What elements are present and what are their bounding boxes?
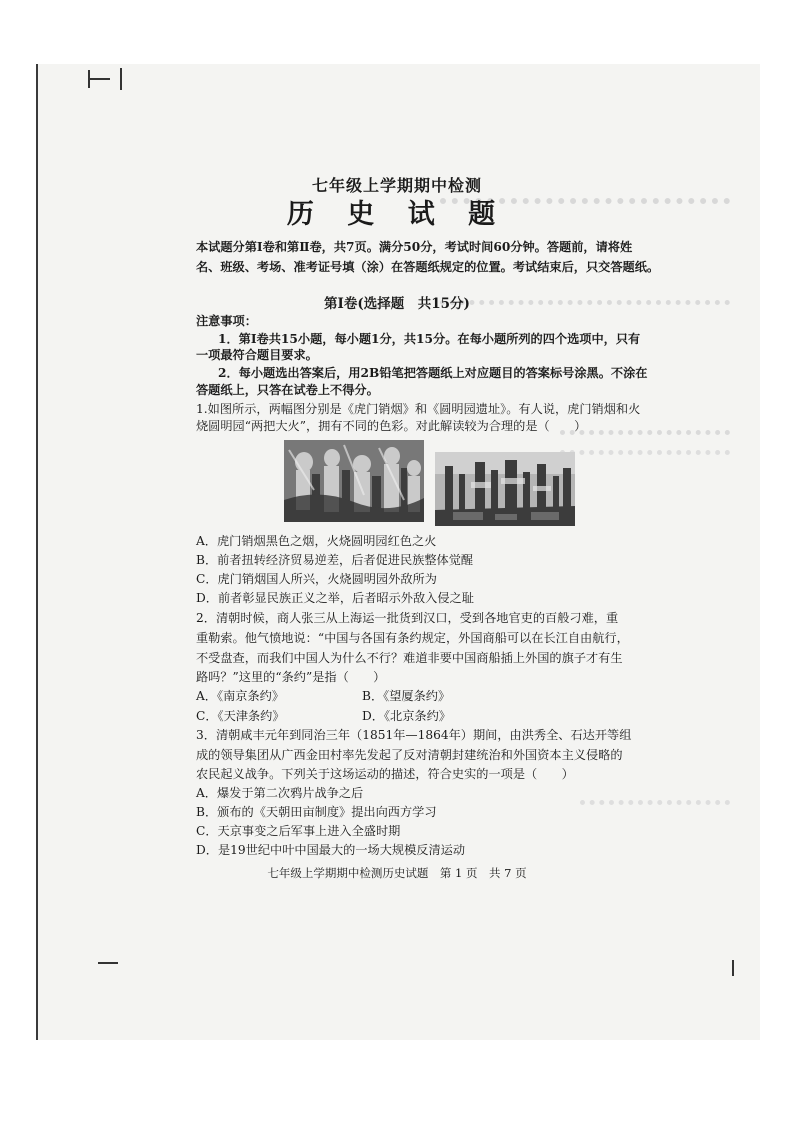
q3-option-b: B．颁布的《天朝田亩制度》提出向西方学习 <box>196 805 437 819</box>
intro-line-1: 本试题分第Ⅰ卷和第Ⅱ卷，共7页。满分50分，考试时间60分钟。答题前，请将姓 <box>196 240 633 254</box>
q1-option-c: C．虎门销烟国人所兴，火烧圆明园外敌所为 <box>196 572 437 586</box>
notes-line: 一项最符合题目要求。 <box>196 348 318 362</box>
notes-line: 1．第Ⅰ卷共15小题，每小题1分，共15分。在每小题所列的四个选项中，只有 <box>218 332 641 346</box>
q2-option-b: B．《望厦条约》 <box>362 689 451 703</box>
notes-line: 答题纸上，只答在试卷上不得分。 <box>196 383 379 397</box>
q1-stem: 烧圆明园“两把大火”，拥有不同的色彩。对此解读较为合理的是（ ） <box>196 419 587 433</box>
q2-stem: 路吗？”这里的“条约”是指（ ） <box>196 670 386 684</box>
q1-option-b: B．前者扭转经济贸易逆差，后者促进民族整体觉醒 <box>196 553 474 567</box>
q2-stem: 重勒索。他气愤地说：“中国与各国有条约规定，外国商船可以在长江自由航行， <box>196 631 629 645</box>
q2-option-d: D．《北京条约》 <box>362 709 451 723</box>
yuanmingyuan-ruins-image <box>435 452 575 526</box>
q2-option-c: C．《天津条约》 <box>196 709 285 723</box>
q3-option-a: A．爆发于第二次鸦片战争之后 <box>196 786 364 800</box>
q1-option-d: D．前者彰显民族正义之举，后者昭示外敌入侵之耻 <box>196 591 474 605</box>
q1-stem: 1.如图所示，两幅图分别是《虎门销烟》和《圆明园遗址》。有人说，虎门销烟和火 <box>196 402 641 416</box>
notes-heading: 注意事项： <box>196 314 257 328</box>
q3-stem: 农民起义战争。下列关于这场运动的描述，符合史实的一项是（ ） <box>196 767 574 781</box>
exam-title: 历 史 试 题 <box>286 199 508 230</box>
q2-stem: 不受盘查，而我们中国人为什么不行？难道非要中国商船插上外国的旗子才有生 <box>196 651 623 665</box>
q3-stem: 成的领导集团从广西金田村率先发起了反对清朝封建统治和外国资本主义侵略的 <box>196 748 623 762</box>
q3-option-c: C．天京事变之后军事上进入全盛时期 <box>196 824 401 838</box>
q3-stem: 3．清朝咸丰元年到同治三年（1851年—1864年）期间，由洪秀全、石达开等组 <box>196 728 632 742</box>
humen-smoke-relief-image <box>284 440 424 522</box>
q3-option-d: D．是19世纪中叶中国最大的一场大规模反清运动 <box>196 843 466 857</box>
intro-line-2: 名、班级、考场、准考证号填（涂）在答题纸规定的位置。考试结束后，只交答题纸。 <box>196 260 660 274</box>
section-title: 第Ⅰ卷(选择题 共15分) <box>324 296 470 312</box>
page-footer: 七年级上学期期中检测历史试题 第 1 页 共 7 页 <box>267 866 527 880</box>
q2-stem: 2．清朝时候，商人张三从上海运一批货到汉口，受到各地官吏的百般刁难，重 <box>196 611 619 625</box>
notes-line: 2．每小题选出答案后，用2B铅笔把答题纸上对应题目的答案标号涂黑。不涂在 <box>218 366 648 380</box>
exam-subtitle: 七年级上学期期中检测 <box>311 176 482 195</box>
q2-option-a: A．《南京条约》 <box>196 689 285 703</box>
q1-option-a: A．虎门销烟黑色之烟，火烧圆明园红色之火 <box>196 534 437 548</box>
